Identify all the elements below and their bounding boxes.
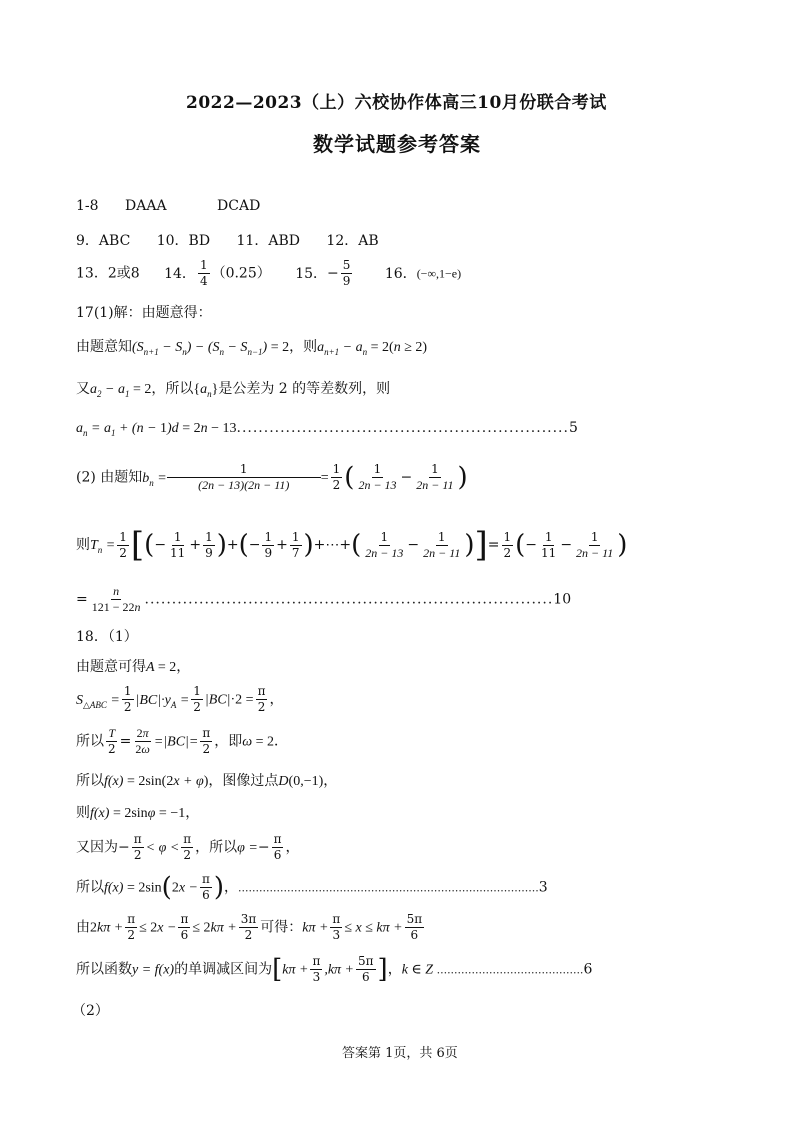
q17-line3: $a_n = a_1 + (n - 1)d = 2n - 13.............................................................5$ bbox=[76, 420, 578, 438]
answer-q16: (−∞,1−e) bbox=[416, 266, 462, 281]
q17-score-1: 5 bbox=[568, 420, 578, 436]
mc-part2: DCAD bbox=[217, 198, 261, 214]
q18-line7: 所以f(x) = 2sin(2x − $\frac{\pi}{6}$ )，......................................................................................3 bbox=[76, 872, 548, 903]
answer-q12: 12．AB bbox=[326, 233, 379, 249]
answer-q15-label: 15． bbox=[295, 265, 328, 282]
answer-q14-decimal: （0.25） bbox=[211, 265, 271, 282]
q18-line9: 所以函数y = f(x)的单调减区间为[kπ + $\frac{\pi}{3}$ ,kπ + $\frac{5\pi}{6}$ ]，k ∈ Z ..........................................6 bbox=[76, 954, 593, 985]
exam-title: 2022—2023（上）六校协作体高三10月份联合考试 bbox=[186, 93, 607, 113]
q18-part2-heading: （2） bbox=[72, 1003, 109, 1019]
q18-line1: 由题意可得A = 2， bbox=[76, 659, 191, 675]
answer-q16-label: 16． bbox=[384, 265, 417, 282]
answers-13-16: 13．2或8 14． $\frac{1}{4}$ （0.25） 15．− $\frac{5}{9}$ 16．(−∞,1−e) bbox=[76, 258, 462, 288]
q18-score-1: 3 bbox=[538, 879, 548, 896]
q18-heading: 18．（1） bbox=[76, 629, 138, 645]
q17-heading: 17(1)解：由题意得： bbox=[76, 305, 212, 321]
q17-line2: 又$a_2 - a_1 = 2$，所以$\{a_n\}$是公差为 2 的等差数列，则 bbox=[76, 381, 391, 399]
q18-line3: 所以 $\frac{T}{2}$ = $\frac{2\pi}{2\omega}$ =|BC|= $\frac{\pi}{2}$ ，即ω = 2． bbox=[76, 726, 289, 756]
q17-line6: = $\frac{n}{121 - 22n}$ ...........................................................................10 bbox=[76, 584, 572, 614]
q18-line5: 则f(x) = 2sinφ = −1， bbox=[76, 805, 200, 821]
q17-line4: (2) 由题知$b_n$ = $\frac{1}{(2n - 13)(2n - 11)}$ = $\frac{1}{2}$ ( $\frac{1}{2n - 13}$ − $\frac{1}{2n - 11}$ ) bbox=[76, 462, 468, 493]
q17-line5: 则$T_n$ = $\frac{1}{2}$ [(− $\frac{1}{11}$ + $\frac{1}{9}$ )+(− $\frac{1}{9}$ + $\frac{1}{7}$ )+⋯+( $\frac{1}{2n - 13}$ − $\frac{1}{2n - 11}$ )]= $\frac{1}{2}$ (− $\frac{1}{11}$ − $\frac{1}{2n - 11}$ ) bbox=[76, 525, 628, 565]
answer-q11: 11．ABD bbox=[236, 233, 300, 249]
q18-line2: $S_{\triangle ABC}$ = $\frac{1}{2}$ $|BC|\cdot y_A$ = $\frac{1}{2}$ |BC|·2 = $\frac{\pi}{2}$ ， bbox=[76, 684, 284, 714]
mc-range: 1-8 bbox=[76, 198, 99, 214]
answers-1-8 bbox=[76, 198, 260, 214]
q18-line6: 又因为− $\frac{\pi}{2}$ < φ < $\frac{\pi}{2}$ ，所以φ =− $\frac{\pi}{6}$ ， bbox=[76, 832, 300, 862]
page-number: 答案第 1页，共 6页 bbox=[342, 1046, 458, 1061]
q18-line8: 由2kπ + $\frac{\pi}{2}$ ≤ 2x − $\frac{\pi}{6}$ ≤ 2kπ + $\frac{3\pi}{2}$ 可得：kπ + $\frac{\pi}{3}$ ≤ x ≤ kπ + $\frac{5\pi}{6}$ bbox=[76, 912, 423, 942]
answer-q9: 9．ABC bbox=[76, 233, 131, 249]
q18-line4: 所以f(x) = 2sin(2x + φ)，图像过点D(0,−1)， bbox=[76, 773, 338, 789]
mc-part1: DAAA bbox=[125, 198, 167, 214]
answer-key-title: 数学试题参考答案 bbox=[313, 132, 481, 156]
q17-line1: 由题意知$(S_{n+1} - S_n) - (S_n - S_{n-1}) = 2$，则$a_{n+1} - a_n = 2(n \ge 2)$ bbox=[76, 339, 428, 357]
answer-q14-label: 14． bbox=[164, 265, 196, 282]
answer-q15-fraction: $\frac{5}{9}$ bbox=[342, 258, 351, 288]
answer-q10: 10．BD bbox=[156, 233, 211, 249]
q18-score-2: 6 bbox=[583, 961, 593, 978]
answers-9-12 bbox=[76, 230, 379, 250]
q17-score-2: 10 bbox=[553, 591, 572, 608]
answer-q13: 2或8 bbox=[107, 265, 140, 282]
answer-q13-label: 13． bbox=[76, 265, 108, 282]
answer-q14-fraction: $\frac{1}{4}$ bbox=[199, 258, 208, 288]
